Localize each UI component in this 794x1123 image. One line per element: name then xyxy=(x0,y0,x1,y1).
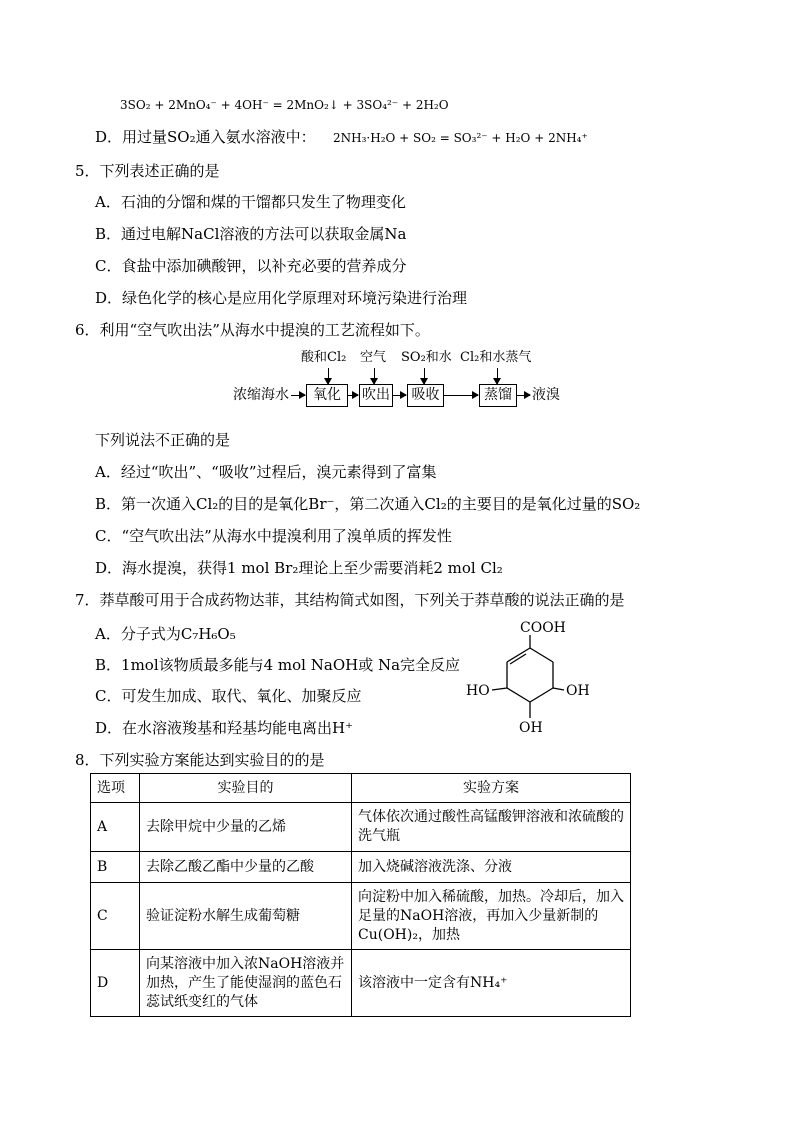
row-b-option: B xyxy=(91,852,140,883)
q6-option-b: B．第一次通入Cl₂的目的是氧化Br⁻，第二次通入Cl₂的主要目的是氧化过量的SO₂ xyxy=(95,495,641,513)
experiment-table xyxy=(90,773,631,1017)
flow-input-absorption: SO₂和水 xyxy=(401,350,452,365)
row-c-purpose: 验证淀粉水解生成葡萄糖 xyxy=(140,883,352,950)
flow-end-label: 液溴 xyxy=(532,387,560,403)
flow-start-label: 浓缩海水 xyxy=(233,387,289,403)
row-d-option: D xyxy=(91,950,140,1017)
flow-input-blowout: 空气 xyxy=(360,350,387,365)
q4-option-d-text: D．用过量SO₂通入氨水溶液中： xyxy=(95,128,316,146)
table-row xyxy=(91,883,631,950)
row-d-purpose: 向某溶液中加入浓NaOH溶液并加热，产生了能使湿润的蓝色石蕊试纸变红的气体 xyxy=(140,950,352,1017)
row-b-plan: 加入烧碱溶液洗涤、分液 xyxy=(352,852,631,883)
row-c-plan: 向淀粉中加入稀硫酸，加热。冷却后，加入足量的NaOH溶液，再加入少量新制的Cu(OH)₂，加热 xyxy=(352,883,631,950)
q6-option-c: C．“空气吹出法”从海水中提溴利用了溴单质的挥发性 xyxy=(95,527,452,545)
header-plan: 实验方案 xyxy=(352,774,631,803)
header-option: 选项 xyxy=(91,774,140,803)
table-row xyxy=(91,950,631,1017)
flow-box-oxidation: 氧化 xyxy=(306,384,348,407)
q6-option-a: A．经过“吹出”、“吸收”过程后，溴元素得到了富集 xyxy=(95,463,437,481)
table-header-row xyxy=(91,774,631,803)
q5-option-a: A．石油的分馏和煤的干馏都只发生了物理变化 xyxy=(95,193,406,211)
q5-stem: 5．下列表述正确的是 xyxy=(75,162,220,180)
q5-option-c: C．食盐中添加碘酸钾，以补充必要的营养成分 xyxy=(95,257,407,275)
flow-input-distillation: Cl₂和水蒸气 xyxy=(460,350,532,365)
arrow-absorption-to-distillation xyxy=(443,395,478,396)
row-a-purpose: 去除甲烷中少量的乙烯 xyxy=(140,803,352,852)
structure-label-oh-bottom: OH xyxy=(519,720,543,736)
q6-stem: 6．利用“空气吹出法”从海水中提溴的工艺流程如下。 xyxy=(75,321,430,339)
flow-box-distillation: 蒸馏 xyxy=(479,384,517,407)
arrow-down-absorption xyxy=(424,368,425,384)
row-d-plan: 该溶液中一定含有NH₄⁺ xyxy=(352,950,631,1017)
flow-box-blowout: 吹出 xyxy=(359,384,393,407)
q6-option-d: D．海水提溴，获得1 mol Br₂理论上至少需要消耗2 mol Cl₂ xyxy=(95,559,503,577)
arrow-down-blowout xyxy=(374,368,375,384)
row-b-purpose: 去除乙酸乙酯中少量的乙酸 xyxy=(140,852,352,883)
q7-option-d: D．在水溶液羧基和羟基均能电离出H⁺ xyxy=(95,719,354,737)
header-purpose: 实验目的 xyxy=(140,774,352,803)
arrow-start-to-oxidation xyxy=(291,395,305,396)
flow-input-oxidation: 酸和Cl₂ xyxy=(301,350,347,365)
structure-label-ho-left: HO xyxy=(466,683,490,699)
row-c-option: C xyxy=(91,883,140,950)
row-a-option: A xyxy=(91,803,140,852)
table-row xyxy=(91,852,631,883)
arrow-oxidation-to-blowout xyxy=(347,395,358,396)
q6-sub-stem: 下列说法不正确的是 xyxy=(95,431,231,449)
row-a-plan: 气体依次通过酸性高锰酸钾溶液和浓硫酸的洗气瓶 xyxy=(352,803,631,852)
arrow-blowout-to-absorption xyxy=(392,395,406,396)
q7-option-a: A．分子式为C₇H₆O₅ xyxy=(95,625,236,643)
flow-box-absorption: 吸收 xyxy=(407,384,444,407)
q5-option-d: D．绿色化学的核心是应用化学原理对环境污染进行治理 xyxy=(95,289,468,307)
arrow-down-distillation xyxy=(497,368,498,384)
table-row xyxy=(91,803,631,852)
q7-stem: 7．莽草酸可用于合成药物达菲，其结构简式如图，下列关于莽草酸的说法正确的是 xyxy=(75,591,625,609)
q7-option-b: B．1mol该物质最多能与4 mol NaOH或 Na完全反应 xyxy=(95,656,461,674)
q7-option-c: C．可发生加成、取代、氧化、加聚反应 xyxy=(95,687,362,705)
structure-label-oh-right: OH xyxy=(566,683,590,699)
arrow-distillation-to-end xyxy=(516,395,530,396)
structure-label-cooh: COOH xyxy=(520,620,566,636)
q8-stem: 8．下列实验方案能达到实验目的的是 xyxy=(75,751,325,769)
equation-option-c: 3SO₂ + 2MnO₄⁻ + 4OH⁻ = 2MnO₂↓ + 3SO₄²⁻ + 2H₂O xyxy=(120,98,449,112)
q4-option-d-equation: 2NH₃·H₂O + SO₂ = SO₃²⁻ + H₂O + 2NH₄⁺ xyxy=(333,131,588,145)
arrow-down-oxidation xyxy=(328,368,329,384)
q5-option-b: B．通过电解NaCl溶液的方法可以获取金属Na xyxy=(95,225,407,243)
